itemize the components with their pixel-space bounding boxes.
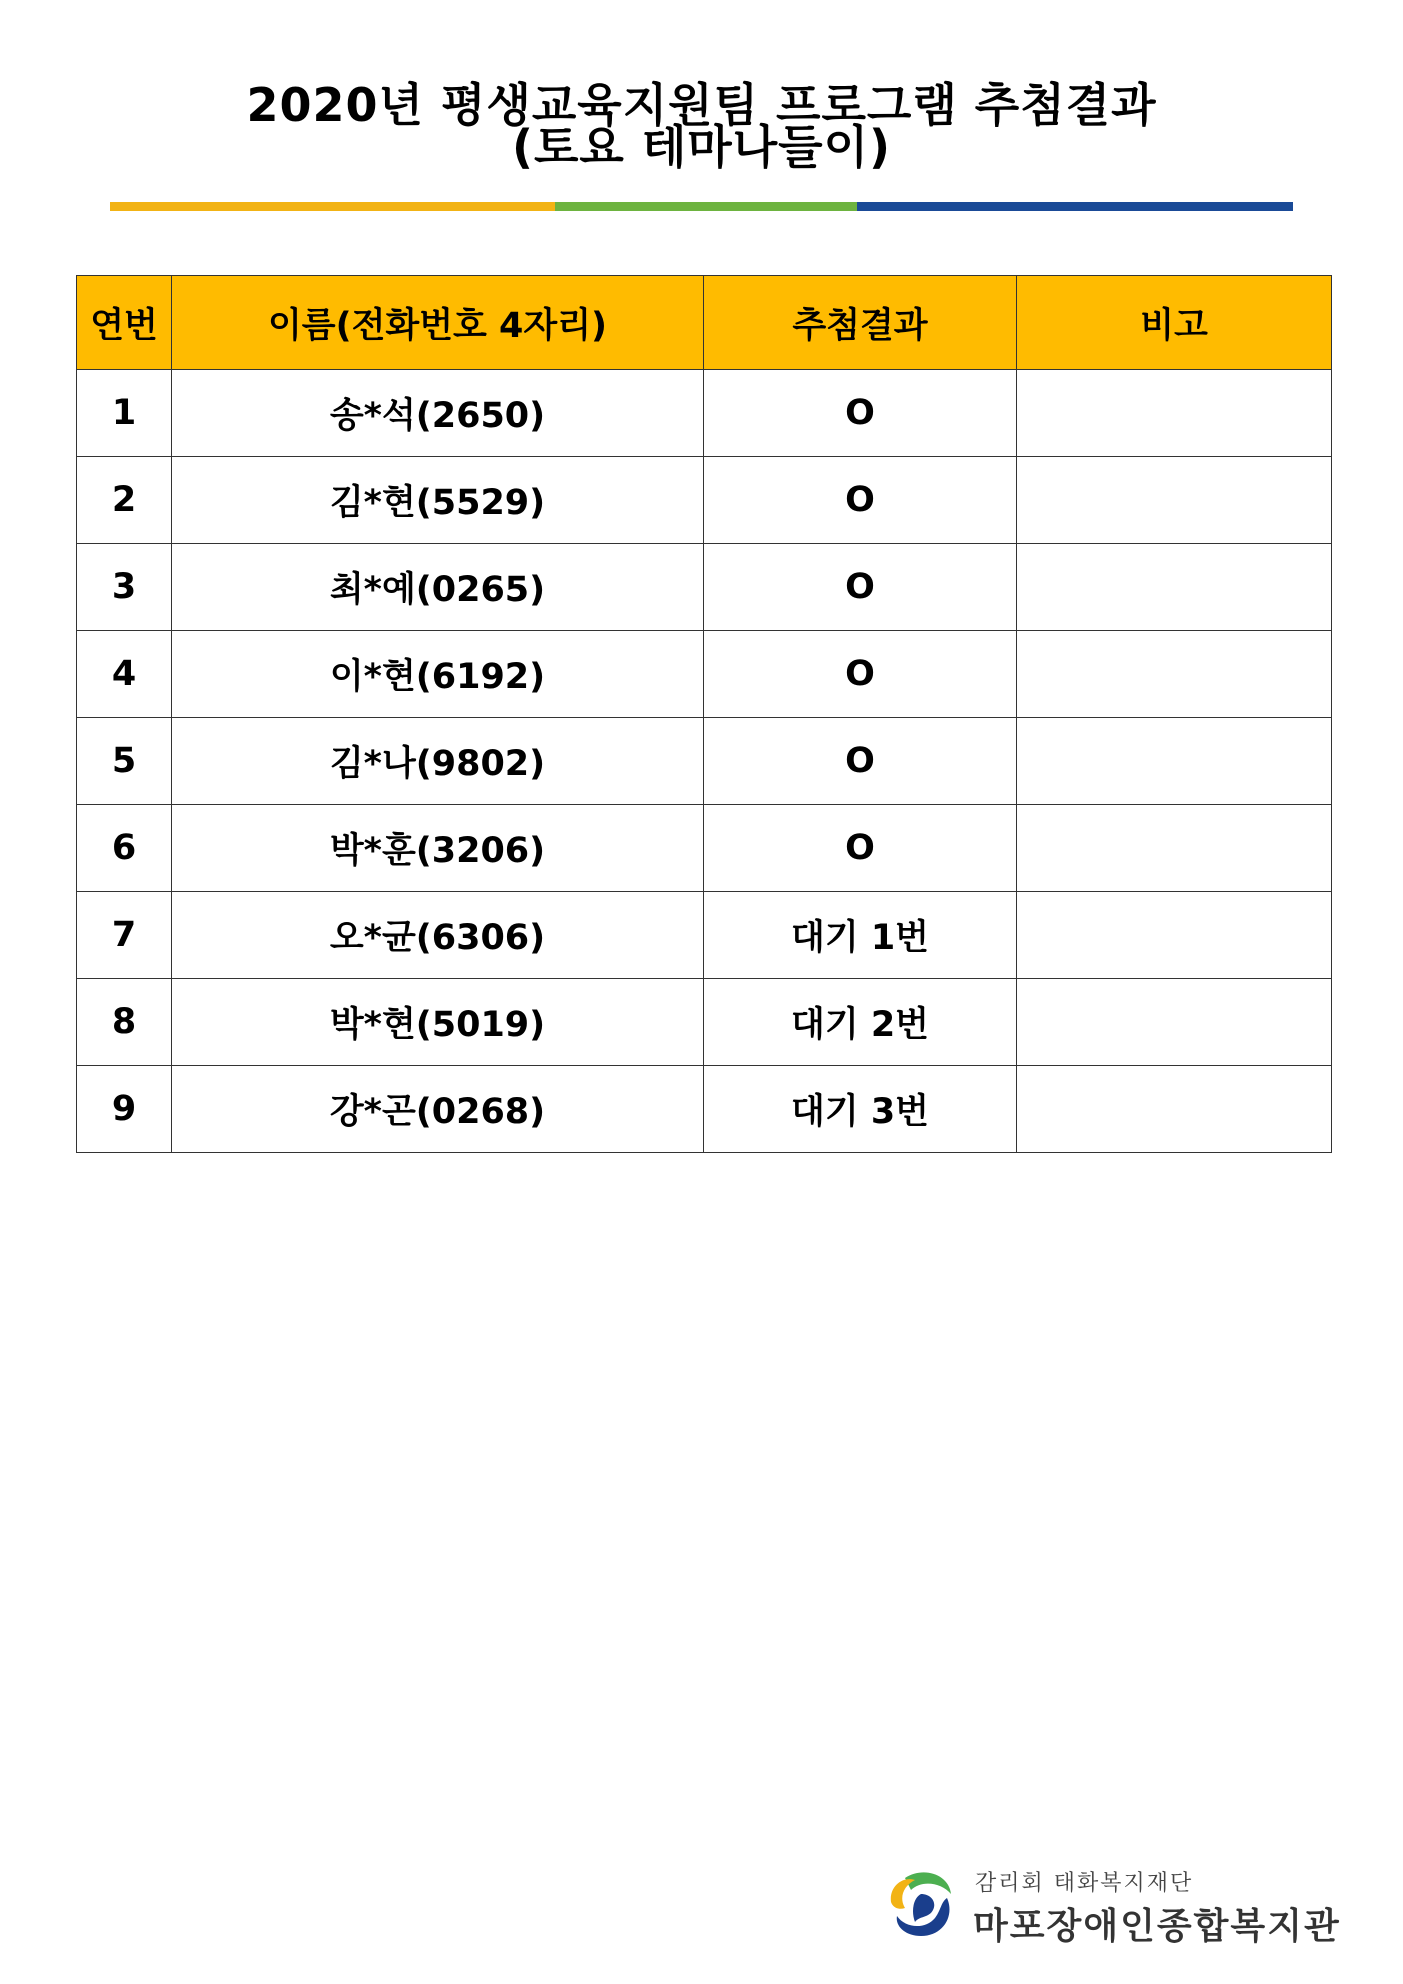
header-result: 추첨결과: [704, 276, 1017, 370]
cell-name: 박*훈(3206): [172, 805, 704, 892]
divider-blue: [857, 202, 1293, 211]
table-header-row: [77, 276, 1332, 370]
header-note: 비고: [1017, 276, 1332, 370]
table-row: [77, 544, 1332, 631]
cell-note: [1017, 457, 1332, 544]
cell-name: 김*현(5529): [172, 457, 704, 544]
cell-note: [1017, 718, 1332, 805]
cell-result: 대기 1번: [704, 892, 1017, 979]
cell-note: [1017, 544, 1332, 631]
header-no: 연번: [77, 276, 172, 370]
divider-yellow: [110, 202, 555, 211]
cell-name: 이*현(6192): [172, 631, 704, 718]
cell-note: [1017, 370, 1332, 457]
foundation-logo-icon: [885, 1868, 957, 1940]
cell-note: [1017, 631, 1332, 718]
table-row: [77, 370, 1332, 457]
divider-green: [555, 202, 857, 211]
title-line-2: (토요 테마나들이): [511, 120, 892, 174]
cell-name: 송*석(2650): [172, 370, 704, 457]
cell-result: O: [704, 370, 1017, 457]
lottery-results-table: [76, 275, 1332, 1153]
cell-no: 6: [77, 805, 172, 892]
cell-name: 박*현(5019): [172, 979, 704, 1066]
table-row: [77, 457, 1332, 544]
cell-no: 9: [77, 1066, 172, 1153]
table-row: [77, 631, 1332, 718]
table-body: [77, 370, 1332, 1153]
title-divider: [110, 202, 1293, 211]
cell-result: 대기 2번: [704, 979, 1017, 1066]
table-row: [77, 979, 1332, 1066]
table-row: [77, 718, 1332, 805]
table-row: [77, 1066, 1332, 1153]
cell-note: [1017, 805, 1332, 892]
cell-result: O: [704, 718, 1017, 805]
cell-no: 5: [77, 718, 172, 805]
cell-name: 김*나(9802): [172, 718, 704, 805]
org-subtitle: 감리회 태화복지재단: [975, 1871, 1194, 1896]
cell-note: [1017, 1066, 1332, 1153]
cell-note: [1017, 979, 1332, 1066]
page-title: [0, 78, 1403, 174]
cell-result: O: [704, 457, 1017, 544]
cell-no: 3: [77, 544, 172, 631]
header-name: 이름(전화번호 4자리): [172, 276, 704, 370]
cell-no: 4: [77, 631, 172, 718]
table-row: [77, 805, 1332, 892]
cell-name: 최*예(0265): [172, 544, 704, 631]
cell-result: 대기 3번: [704, 1066, 1017, 1153]
cell-note: [1017, 892, 1332, 979]
cell-no: 7: [77, 892, 172, 979]
cell-result: O: [704, 631, 1017, 718]
table-row: [77, 892, 1332, 979]
cell-no: 1: [77, 370, 172, 457]
org-name: 마포장애인종합복지관: [973, 1905, 1341, 1947]
cell-name: 강*곤(0268): [172, 1066, 704, 1153]
cell-result: O: [704, 544, 1017, 631]
cell-no: 8: [77, 979, 172, 1066]
cell-no: 2: [77, 457, 172, 544]
title-line-1: 2020년 평생교육지원팀 프로그램 추첨결과: [246, 78, 1157, 132]
cell-result: O: [704, 805, 1017, 892]
organization-logo: [885, 1866, 1341, 1947]
cell-name: 오*균(6306): [172, 892, 704, 979]
